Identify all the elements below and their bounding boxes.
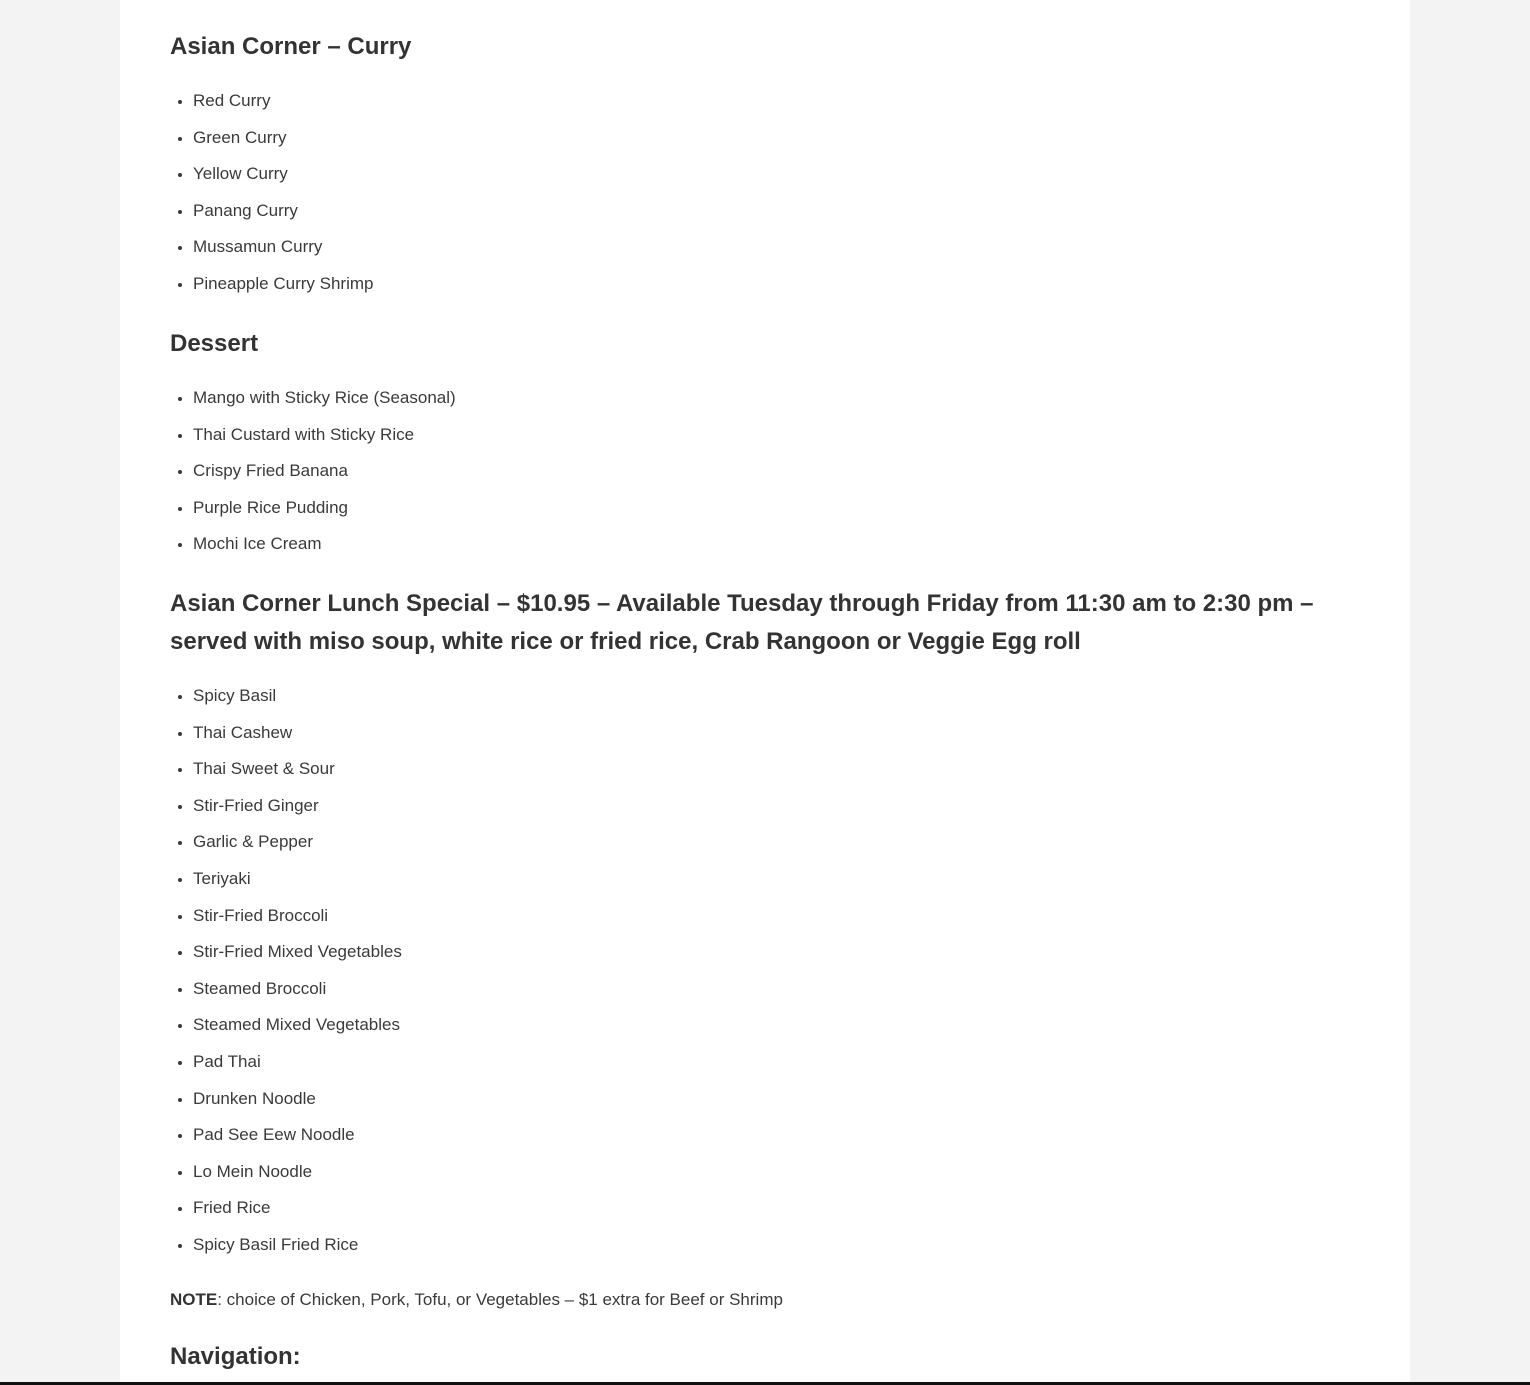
list-item: • Steamed Broccoli [193,971,402,1008]
note-label: NOTE [170,1290,218,1309]
note-text: : choice of Chicken, Pork, Tofu, or Vegetables – $1 extra for Beef or Shrimp [217,1290,783,1309]
list-item: • Drunken Noodle [193,1081,402,1118]
list-item: • Stir-Fried Mixed Vegetables [193,934,402,971]
list-item: • Yellow Curry [193,156,373,193]
list-item: • Green Curry [193,120,373,157]
lunch-special-list [170,678,402,1264]
list-item: • Garlic & Pepper [193,824,402,861]
list-item: • Stir-Fried Ginger [193,788,402,825]
list-item: • Stir-Fried Broccoli [193,898,402,935]
list-item: • Mochi Ice Cream [193,526,456,563]
list-item: • Pineapple Curry Shrimp [193,266,373,303]
note-paragraph [170,1288,783,1312]
list-item: • Spicy Basil [193,678,402,715]
list-item: • Mango with Sticky Rice (Seasonal) [193,380,456,417]
list-item: • Pad See Eew Noodle [193,1117,402,1154]
list-item: • Spicy Basil Fried Rice [193,1227,402,1264]
navigation-heading: Navigation: [170,1343,301,1370]
section-heading-curry: Asian Corner – Curry [170,33,412,60]
dessert-list [170,380,456,563]
curry-list [170,83,373,303]
list-item: • Red Curry [193,83,373,120]
list-item: • Thai Sweet & Sour [193,751,402,788]
list-item: • Crispy Fried Banana [193,453,456,490]
list-item: • Thai Custard with Sticky Rice [193,417,456,454]
list-item: • Thai Cashew [193,715,402,752]
list-item: • Steamed Mixed Vegetables [193,1007,402,1044]
section-heading-dessert: Dessert [170,330,259,357]
list-item: • Purple Rice Pudding [193,490,456,527]
list-item: • Panang Curry [193,193,373,230]
list-item: • Lo Mein Noodle [193,1154,402,1191]
list-item: • Mussamun Curry [193,229,373,266]
list-item: • Fried Rice [193,1190,402,1227]
page-container [120,0,1410,1385]
section-heading-lunch-special: Asian Corner Lunch Special – $10.95 – Available Tuesday through Friday from 11:30 am to 2:30 pm – served with miso soup, white rice or fried rice, Crab Rangoon or Veggie Egg roll [170,590,1314,655]
list-item: • Pad Thai [193,1044,402,1081]
list-item: • Teriyaki [193,861,402,898]
